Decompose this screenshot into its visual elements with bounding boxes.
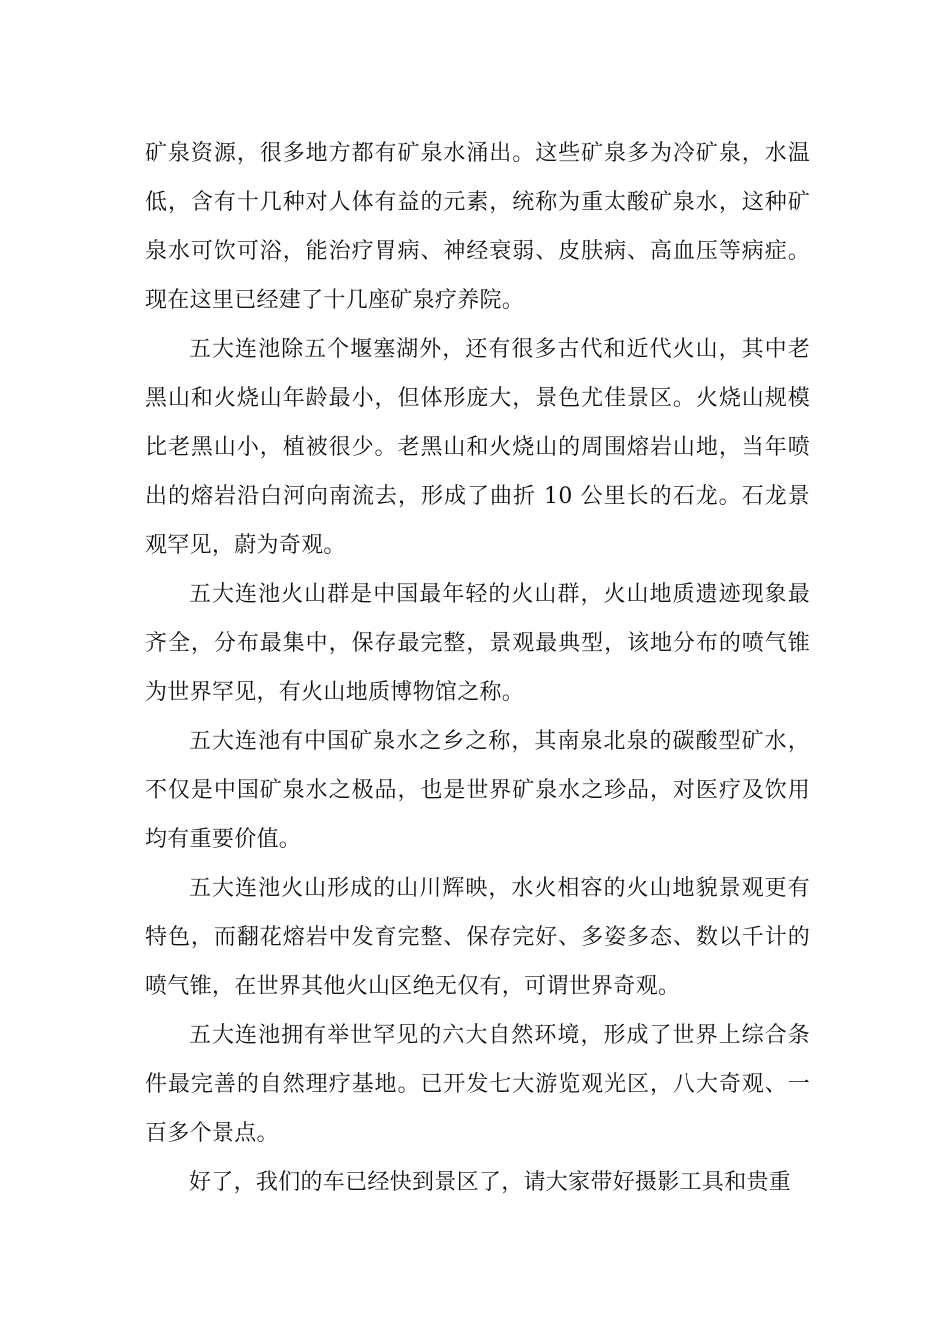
paragraph-volcano-group: 五大连池火山群是中国最年轻的火山群，火山地质遗迹现象最齐全，分布最集中，保存最完整，景观最典型，该地分布的喷气锥为世界罕见，有火山地质博物馆之称。: [145, 582, 810, 705]
paragraph-landscape: 五大连池火山形成的山川辉映，水火相容的火山地貌景观更有特色，而翻花熔岩中发育完整、保存完好、多姿多态、数以千计的喷气锥，在世界其他火山区绝无仅有，可谓世界奇观。: [145, 876, 810, 999]
paragraph-mineral-springs: 矿泉资源，很多地方都有矿泉水涌出。这些矿泉多为冷矿泉，水温低，含有十几种对人体有益的元素，统称为重太酸矿泉水，这种矿泉水可饮可浴，能治疗胃病、神经衰弱、皮肤病、高血压等病症。现在这里已经建了十几座矿泉疗养院。: [145, 141, 810, 313]
paragraph-mineral-water-hometown: 五大连池有中国矿泉水之乡之称，其南泉北泉的碳酸型矿水，不仅是中国矿泉水之极品，也是世界矿泉水之珍品，对医疗及饮用均有重要价值。: [145, 729, 810, 852]
paragraph-natural-environment: 五大连池拥有举世罕见的六大自然环境，形成了世界上综合条件最完善的自然理疗基地。已开发七大游览观光区，八大奇观、一百多个景点。: [145, 1023, 810, 1146]
body-text: [145, 129, 810, 1207]
paragraph-volcanoes: 五大连池除五个堰塞湖外，还有很多古代和近代火山，其中老黑山和火烧山年龄最小，但体形庞大，景色尤佳景区。火烧山规模比老黑山小，植被很少。老黑山和火烧山的周围熔岩山地，当年喷出的熔岩沿白河向南流去，形成了曲折 10 公里长的石龙。石龙景观罕见，蔚为奇观。: [145, 337, 810, 558]
paragraph-arrival: 好了，我们的车已经快到景区了，请大家带好摄影工具和贵重: [189, 1170, 792, 1195]
